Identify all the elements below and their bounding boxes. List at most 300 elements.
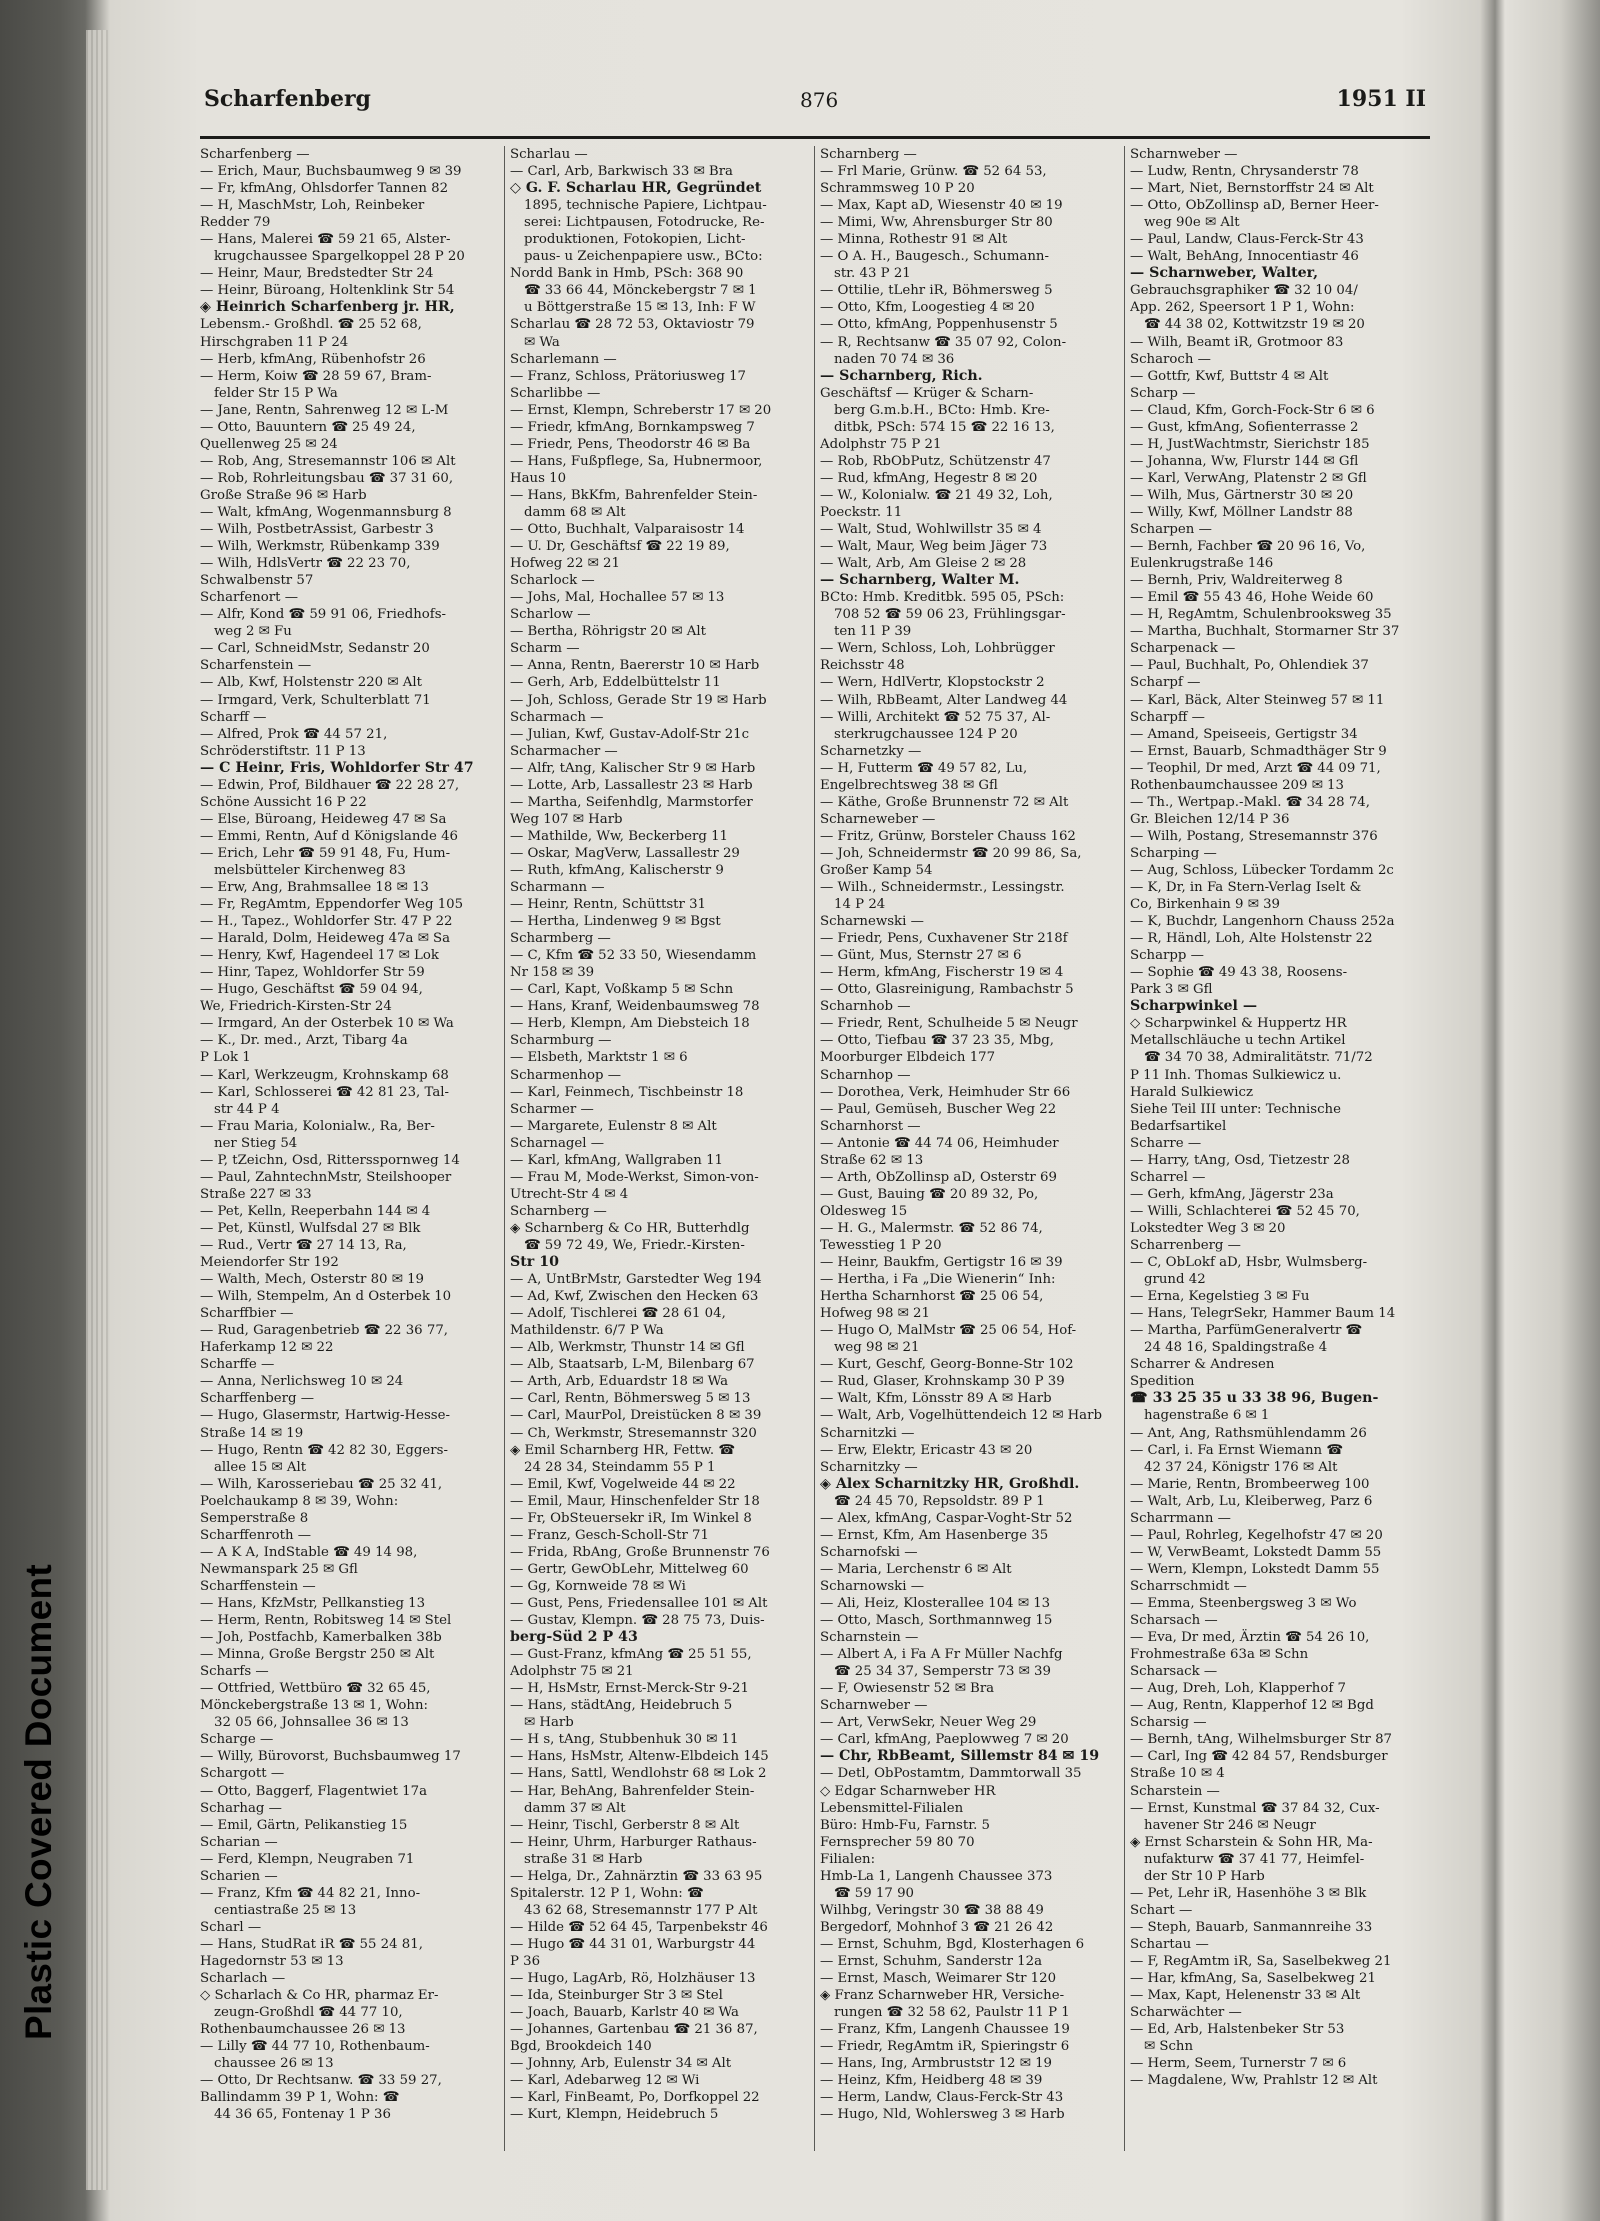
directory-entry-line: — Walt, BehAng, Innocentiastr 46	[1130, 249, 1359, 265]
directory-entry-line: Straße 14 ✉ 19	[200, 1425, 304, 1441]
directory-entry-line: — Ch, Werkmstr, Stresemannstr 320	[510, 1425, 757, 1441]
directory-entry-line: Adolphstr 75 P 21	[820, 436, 942, 452]
directory-entry-line: 1895, technische Papiere, Lichtpau-	[524, 198, 767, 214]
directory-entry-line: weg 98 ✉ 21	[834, 1340, 920, 1356]
column-divider	[504, 146, 505, 2151]
directory-entry-line: — Henry, Kwf, Hagendeel 17 ✉ Lok	[200, 948, 439, 964]
directory-entry-line: Park 3 ✉ Gfl	[1130, 982, 1213, 998]
directory-entry-line: — Friedr, Pens, Theodorstr 46 ✉ Ba	[510, 436, 751, 452]
directory-entry-line: — Max, Kapt aD, Wiesenstr 40 ✉ 19	[820, 198, 1063, 214]
directory-entry-line: — Oskar, MagVerw, Lassallestr 29	[510, 845, 740, 861]
directory-entry-line: Scharmach —	[510, 709, 604, 725]
directory-entry-line: — Antonie ☎ 44 74 06, Heimhuder	[820, 1135, 1059, 1151]
directory-entry-line: — Hinr, Tapez, Wohldorfer Str 59	[200, 965, 425, 981]
directory-entry-line: — Wilh, HdlsVertr ☎ 22 23 70,	[200, 556, 411, 572]
directory-entry-line: naden 70 74 ✉ 36	[834, 351, 955, 367]
directory-entry-line: — Carl, Kapt, Voßkamp 5 ✉ Schn	[510, 982, 734, 998]
directory-entry-line: felder Str 15 P Wa	[214, 385, 338, 401]
directory-entry-line: — Adolf, Tischlerei ☎ 28 61 04,	[510, 1306, 726, 1322]
directory-entry-line: 32 05 66, Johnsallee 36 ✉ 13	[214, 1715, 409, 1731]
directory-entry-line: Schöne Aussicht 16 P 22	[200, 794, 367, 810]
directory-entry-line: — Hans, Fußpflege, Sa, Hubnermoor,	[510, 453, 763, 469]
directory-entry-line: — Karl, Werkzeugm, Krohnskamp 68	[200, 1067, 449, 1083]
directory-entry-line: Scharnewski —	[820, 914, 924, 930]
directory-entry-line: Semperstraße 8	[200, 1510, 309, 1526]
directory-entry-line: Gebrauchsgraphiker ☎ 32 10 04/	[1130, 283, 1358, 299]
directory-entry-line: — Ottilie, tLehr iR, Böhmersweg 5	[820, 283, 1053, 299]
directory-entry-line: Str 10	[510, 1254, 559, 1271]
directory-entry-line: 43 62 68, Stresemannstr 177 P Alt	[524, 1902, 758, 1918]
directory-entry-line: ☎ 44 38 02, Kottwitzstr 19 ✉ 20	[1144, 317, 1365, 333]
directory-entry-line: Schartau —	[1130, 1936, 1209, 1952]
directory-entry-line: — Wilh, Beamt iR, Grotmoor 83	[1130, 334, 1344, 350]
directory-entry-line: — W, VerwBeamt, Lokstedt Damm 55	[1130, 1544, 1382, 1560]
directory-entry-line: — Willy, Kwf, Möllner Landstr 88	[1130, 504, 1353, 520]
directory-entry-line: — Amand, Speiseeis, Gertigstr 34	[1130, 726, 1358, 742]
directory-entry-line: — Franz, Kfm ☎ 44 82 21, Inno-	[200, 1885, 421, 1901]
directory-entry-line: — Eva, Dr med, Ärztin ☎ 54 26 10,	[1130, 1630, 1370, 1646]
directory-entry-line: — Franz, Schloss, Prätoriusweg 17	[510, 368, 747, 384]
directory-entry-line: — Bernh, tAng, Wilhelmsburger Str 87	[1130, 1732, 1392, 1748]
directory-entry-line: Großer Kamp 54	[820, 862, 933, 878]
directory-entry-line: — Otto, Baggerf, Flagentwiet 17a	[200, 1783, 428, 1799]
directory-entry-line: Nordd Bank in Hmb, PSch: 368 90	[510, 266, 744, 282]
directory-page	[200, 78, 1430, 2158]
directory-entry-line: — Emil, Kwf, Vogelweide 44 ✉ 22	[510, 1476, 736, 1492]
directory-entry-line: str. 43 P 21	[834, 266, 911, 282]
directory-entry-line: Metallschläuche u techn Artikel	[1130, 1033, 1346, 1049]
directory-entry-line: Rothenbaumchaussee 26 ✉ 13	[200, 2022, 406, 2038]
directory-entry-line: Reichsstr 48	[820, 658, 905, 674]
directory-entry-line: Spitalerstr. 12 P 1, Wohn: ☎	[510, 1885, 704, 1901]
directory-entry-line: — Carl, Ing ☎ 42 84 57, Rendsburger	[1130, 1749, 1388, 1765]
directory-entry-line: — Ernst, Kunstmal ☎ 37 84 32, Cux-	[1130, 1800, 1380, 1816]
directory-entry-line: — Ruth, kfmAng, Kalischerstr 9	[510, 862, 724, 878]
directory-entry-line: — Magdalene, Ww, Prahlstr 12 ✉ Alt	[1130, 2073, 1378, 2089]
directory-entry-line: — Hugo, LagArb, Rö, Holzhäuser 13	[510, 1971, 756, 1987]
directory-entry-line: — Karl, Bäck, Alter Steinweg 57 ✉ 11	[1130, 692, 1385, 708]
directory-entry-line: — F, Owiesenstr 52 ✉ Bra	[820, 1681, 995, 1697]
directory-entry-line: — Karl, Feinmech, Tischbeinstr 18	[510, 1084, 744, 1100]
directory-entry-line: — Hilde ☎ 52 64 45, Tarpenbekstr 46	[510, 1919, 768, 1935]
directory-entry-line: — Harry, tAng, Osd, Tietzestr 28	[1130, 1152, 1351, 1168]
directory-entry-line: ten 11 P 39	[834, 624, 912, 640]
directory-entry-line: — Aug, Schloss, Lübecker Tordamm 2c	[1130, 862, 1394, 878]
directory-entry-line: — Heinr, Tischl, Gerberstr 8 ✉ Alt	[510, 1817, 740, 1833]
directory-entry-line: Ballindamm 39 P 1, Wohn: ☎	[200, 2090, 400, 2106]
directory-entry-line: straße 31 ✉ Harb	[524, 1851, 643, 1867]
directory-entry-line: — A K A, IndStable ☎ 49 14 98,	[200, 1544, 418, 1560]
directory-entry-line: Scharnitzky —	[820, 1459, 918, 1475]
directory-entry-line: Hofweg 98 ✉ 21	[820, 1306, 930, 1322]
directory-entry-line: — Wilh., Schneidermstr., Lessingstr.	[820, 880, 1065, 896]
page-header	[200, 78, 1430, 134]
directory-entry-line: Scharpff —	[1130, 709, 1205, 725]
directory-entry-line: Scharfenort —	[200, 590, 298, 606]
directory-entry-line: ◈ Alex Scharnitzky HR, Großhdl.	[820, 1475, 1080, 1492]
directory-entry-line: Scharnetzky —	[820, 743, 922, 759]
directory-entry-line: Quellenweg 25 ✉ 24	[200, 436, 338, 452]
directory-entry-line: Engelbrechtsweg 38 ✉ Gfl	[820, 777, 998, 793]
directory-entry-line: — Margarete, Eulenstr 8 ✉ Alt	[510, 1118, 717, 1134]
directory-entry-line: — A, UntBrMstr, Garstedter Weg 194	[510, 1272, 762, 1288]
directory-entry-line: — Willy, Bürovorst, Buchsbaumweg 17	[200, 1749, 461, 1765]
directory-entry-line: grund 42	[1144, 1272, 1206, 1288]
directory-entry-line: Scharsig —	[1130, 1715, 1207, 1731]
directory-entry-line: — Wilh, Mus, Gärtnerstr 30 ✉ 20	[1130, 487, 1354, 503]
directory-entry-line: ◇ Scharlach & Co HR, pharmaz Er-	[200, 1988, 439, 2004]
directory-entry-line: Mönckebergstraße 13 ✉ 1, Wohn:	[200, 1698, 429, 1714]
directory-entry-line: ☎ 33 66 44, Mönckebergstr 7 ✉ 1	[524, 283, 757, 299]
directory-entry-line: Scharlock —	[510, 573, 595, 589]
directory-entry-line: — Emmi, Rentn, Auf d Königslande 46	[200, 828, 459, 844]
directory-entry-line: Scharneweber —	[820, 811, 936, 827]
directory-entry-line: — Bernh, Fachber ☎ 20 96 16, Vo,	[1130, 539, 1366, 555]
directory-entry-line: — Otto, kfmAng, Poppenhusenstr 5	[820, 317, 1058, 333]
directory-entry-line: Große Straße 96 ✉ Harb	[200, 487, 367, 503]
directory-entry-line: — Heinr, Uhrm, Harburger Rathaus-	[510, 1834, 757, 1850]
directory-entry-line: — Walt, Kfm, Lönsstr 89 A ✉ Harb	[820, 1391, 1052, 1407]
directory-entry-line: — Wern, HdlVertr, Klopstockstr 2	[820, 675, 1045, 691]
directory-entry-line: — H, RegAmtm, Schulenbrooksweg 35	[1130, 607, 1392, 623]
directory-entry-line: Redder 79	[200, 215, 271, 231]
directory-entry-line: — Alb, Werkmstr, Thunstr 14 ✉ Gfl	[510, 1340, 745, 1356]
directory-entry-line: Scharpp —	[1130, 948, 1204, 964]
directory-entry-line: — Rob, Ang, Stresemannstr 106 ✉ Alt	[200, 453, 456, 469]
directory-entry-line: Schröderstiftstr. 11 P 13	[200, 743, 366, 759]
directory-entry-line: — Elsbeth, Marktstr 1 ✉ 6	[510, 1050, 688, 1066]
directory-entry-line: Frohmestraße 63a ✉ Schn	[1130, 1647, 1309, 1663]
directory-entry-line: — Marie, Rentn, Brombeerweg 100	[1130, 1476, 1370, 1492]
directory-entry-line: — Scharnberg, Walter M.	[820, 572, 1020, 589]
directory-entry-line: — Herb, Klempn, Am Diebsteich 18	[510, 1016, 750, 1032]
directory-entry-line: — Gust, Bauing ☎ 20 89 32, Po,	[820, 1186, 1039, 1202]
directory-entry-line: — Johs, Mal, Hochallee 57 ✉ 13	[510, 590, 725, 606]
directory-entry-line: nufakturw ☎ 37 41 77, Heimfel-	[1144, 1851, 1365, 1867]
directory-entry-line: Scharff —	[200, 709, 267, 725]
directory-entry-line: — Hans, Ing, Armbruststr 12 ✉ 19	[820, 2056, 1053, 2072]
directory-entry-line: — Maria, Lerchenstr 6 ✉ Alt	[820, 1561, 1012, 1577]
directory-entry-line: — Wilh, Postang, Stresemannstr 376	[1130, 828, 1378, 844]
plastic-covered-label: Plastic Covered Document	[18, 1563, 59, 2040]
directory-entry-line: — Teophil, Dr med, Arzt ☎ 44 09 71,	[1130, 760, 1381, 776]
directory-entry-line: — Hans, TelegrSekr, Hammer Baum 14	[1130, 1306, 1396, 1322]
directory-entry-line: — Hans, Sattl, Wendlohstr 68 ✉ Lok 2	[510, 1766, 767, 1782]
directory-entry-line: — Hertha, i Fa „Die Wienerin“ Inh:	[820, 1272, 1056, 1288]
directory-entry-line: — Ludw, Rentn, Chrysanderstr 78	[1130, 164, 1359, 180]
directory-entry-line: — Th., Wertpap.-Makl. ☎ 34 28 74,	[1130, 794, 1370, 810]
directory-entry-line: — Otto, Bauuntern ☎ 25 49 24,	[200, 419, 416, 435]
directory-entry-line: — Hans, städtAng, Heidebruch 5	[510, 1698, 733, 1714]
directory-entry-line: — Sophie ☎ 49 43 38, Roosens-	[1130, 965, 1348, 981]
directory-entry-line: Scharpen —	[1130, 522, 1212, 538]
directory-entry-line: — Rob, Rohrleitungsbau ☎ 37 31 60,	[200, 470, 454, 486]
directory-entry-line: — Paul, Landw, Claus-Ferck-Str 43	[1130, 232, 1364, 248]
directory-entry-line: — H, MaschMstr, Loh, Reinbeker	[200, 198, 425, 214]
directory-entry-line: — H, JustWachtmstr, Sierichstr 185	[1130, 436, 1370, 452]
directory-entry-line: rungen ☎ 32 58 62, Paulstr 11 P 1	[834, 2005, 1070, 2021]
directory-entry-line: — Frau Maria, Kolonialw., Ra, Ber-	[200, 1118, 435, 1134]
directory-entry-line: Scharien —	[200, 1868, 278, 1884]
directory-entry-line: — Joh, Postfachb, Kamerbalken 38b	[200, 1630, 442, 1646]
directory-entry-line: sterkrugchaussee 124 P 20	[834, 726, 1018, 742]
directory-entry-line: ◈ Ernst Scharstein & Sohn HR, Ma-	[1130, 1834, 1373, 1850]
directory-entry-line: ☎ 34 70 38, Admiralitätstr. 71/72	[1144, 1050, 1373, 1066]
directory-entry-line: — Paul, Gemüseh, Buscher Weg 22	[820, 1101, 1057, 1117]
directory-entry-line: — Ernst, Bauarb, Schmadthäger Str 9	[1130, 743, 1387, 759]
directory-entry-line: Scharmann —	[510, 880, 605, 896]
directory-entry-line: — Wilh, Karosseriebau ☎ 25 32 41,	[200, 1476, 443, 1492]
directory-entry-line: — Alb, Kwf, Holstenstr 220 ✉ Alt	[200, 675, 422, 691]
directory-entry-line: Scharsach —	[1130, 1613, 1218, 1629]
directory-entry-line: — Aug, Rentn, Klapperhof 12 ✉ Bgd	[1130, 1698, 1374, 1714]
directory-entry-line: — Hertha, Lindenweg 9 ✉ Bgst	[510, 914, 721, 930]
directory-entry-line: — Gust-Franz, kfmAng ☎ 25 51 55,	[510, 1647, 752, 1663]
directory-entry-line: Scharstein —	[1130, 1783, 1220, 1799]
edition-label: 1951 II	[1336, 86, 1426, 112]
directory-entry-line: Hofweg 22 ✉ 21	[510, 556, 620, 572]
directory-entry-line: — Otto, ObZollinsp aD, Berner Heer-	[1130, 198, 1379, 214]
directory-entry-line: — Walt, Arb, Vogelhüttendeich 12 ✉ Harb	[820, 1408, 1102, 1424]
directory-entry-line: Gr. Bleichen 12/14 P 36	[1130, 811, 1290, 827]
directory-entry-line: — Walt, Arb, Am Gleise 2 ✉ 28	[820, 556, 1027, 572]
directory-entry-line: — Chr, RbBeamt, Sillemstr 84 ✉ 19	[820, 1748, 1100, 1765]
directory-entry-line: — Steph, Bauarb, Sanmannreihe 33	[1130, 1919, 1373, 1935]
directory-entry-line: Scharmacher —	[510, 743, 618, 759]
directory-entry-line: — Ernst, Klempn, Schreberstr 17 ✉ 20	[510, 402, 772, 418]
directory-entry-line: — Gottfr, Kwf, Buttstr 4 ✉ Alt	[1130, 368, 1329, 384]
directory-entry-line: — Alfr, tAng, Kalischer Str 9 ✉ Harb	[510, 760, 756, 776]
directory-entry-line: Scharnofski —	[820, 1544, 918, 1560]
directory-entry-line: — Johannes, Gartenbau ☎ 21 36 87,	[510, 2022, 758, 2038]
directory-entry-line: — Pet, Künstl, Wulfsdal 27 ✉ Blk	[200, 1220, 421, 1236]
directory-entry-line: — Kurt, Klempn, Heidebruch 5	[510, 2107, 719, 2123]
directory-entry-line: — Aug, Dreh, Loh, Klapperhof 7	[1130, 1681, 1346, 1697]
directory-entry-line: ◈ Heinrich Scharfenberg jr. HR,	[200, 299, 455, 316]
directory-entry-line: hagenstraße 6 ✉ 1	[1144, 1408, 1270, 1424]
directory-entry-line: 24 28 34, Steindamm 55 P 1	[524, 1459, 716, 1475]
directory-entry-line: Utrecht-Str 4 ✉ 4	[510, 1186, 629, 1202]
directory-entry-line: ◈ Scharnberg & Co HR, Butterhdlg	[510, 1220, 750, 1236]
directory-entry-line: Scharoch —	[1130, 351, 1211, 367]
directory-entry-line: — Walt, Arb, Lu, Kleiberweg, Parz 6	[1130, 1493, 1373, 1509]
directory-entry-line: — Mimi, Ww, Ahrensburger Str 80	[820, 215, 1053, 231]
directory-entry-line: 44 36 65, Fontenay 1 P 36	[214, 2107, 391, 2123]
directory-entry-line: Scharffbier —	[200, 1306, 294, 1322]
directory-entry-line: — Wern, Klempn, Lokstedt Damm 55	[1130, 1561, 1380, 1577]
directory-entry-line: Schwalbenstr 57	[200, 573, 314, 589]
directory-entry-line: — Gustav, Klempn. ☎ 28 75 73, Duis-	[510, 1613, 765, 1629]
directory-entry-line: — Karl, kfmAng, Wallgraben 11	[510, 1152, 723, 1168]
directory-entry-line: ☎ 25 34 37, Semperstr 73 ✉ 39	[834, 1664, 1051, 1680]
directory-entry-line: ner Stieg 54	[214, 1135, 298, 1151]
directory-entry-line: — Hans, Malerei ☎ 59 21 65, Alster-	[200, 232, 451, 248]
directory-entry-line: Scharre —	[1130, 1135, 1202, 1151]
directory-entry-line: — Arth, ObZollinsp aD, Osterstr 69	[820, 1169, 1057, 1185]
directory-entry-line: — Herm, Rentn, Robitsweg 14 ✉ Stel	[200, 1613, 452, 1629]
directory-entry-line: — Erw, Elektr, Ericastr 43 ✉ 20	[820, 1442, 1033, 1458]
directory-entry-line: — Carl, SchneidMstr, Sedanstr 20	[200, 641, 430, 657]
directory-entry-line: — Max, Kapt, Helenenstr 33 ✉ Alt	[1130, 1988, 1361, 2004]
directory-entry-line: — Anna, Rentn, Baererstr 10 ✉ Harb	[510, 658, 760, 674]
directory-entry-line: — Emil, Gärtn, Pelikanstieg 15	[200, 1817, 408, 1833]
directory-entry-line: — Bertha, Röhrigstr 20 ✉ Alt	[510, 624, 706, 640]
directory-entry-line: Scharlow —	[510, 607, 591, 623]
directory-entry-line: BCto: Hmb. Kreditbk. 595 05, PSch:	[820, 590, 1065, 606]
directory-entry-line: ◇ Edgar Scharnweber HR	[820, 1783, 996, 1799]
directory-entry-line: — Paul, ZahntechnMstr, Steilshooper	[200, 1169, 452, 1185]
directory-entry-line: — Herm, Seem, Turnerstr 7 ✉ 6	[1130, 2056, 1347, 2072]
directory-entry-line: — Rud., Vertr ☎ 27 14 13, Ra,	[200, 1238, 407, 1253]
directory-entry-line: — Lotte, Arb, Lassallestr 23 ✉ Harb	[510, 777, 753, 793]
directory-entry-line: — Edwin, Prof, Bildhauer ☎ 22 28 27,	[200, 777, 460, 793]
directory-entry-line: — Fritz, Grünw, Borsteler Chauss 162	[820, 828, 1076, 844]
directory-entry-line: Scharlau ☎ 28 72 53, Oktaviostr 79	[510, 317, 755, 333]
directory-entry-line: — Carl, kfmAng, Paeplowweg 7 ✉ 20	[820, 1732, 1069, 1748]
directory-entry-line: — Frau M, Mode-Werkst, Simon-von-	[510, 1169, 759, 1185]
directory-entry-line: Hirschgraben 11 P 24	[200, 334, 349, 350]
directory-entry-line: P Lok 1	[200, 1050, 251, 1066]
directory-entry-line: 42 37 24, Königstr 176 ✉ Alt	[1144, 1459, 1338, 1475]
directory-entry-line: 708 52 ☎ 59 06 23, Frühlingsgar-	[834, 607, 1066, 623]
directory-entry-line: krugchaussee Spargelkoppel 28 P 20	[214, 249, 465, 265]
directory-entry-line: — Walth, Mech, Osterstr 80 ✉ 19	[200, 1272, 425, 1288]
directory-entry-line: Lebensm.- Großhdl. ☎ 25 52 68,	[200, 317, 422, 333]
directory-entry-line: — Dorothea, Verk, Heimhuder Str 66	[820, 1084, 1071, 1100]
directory-entry-line: — Karl, FinBeamt, Po, Dorfkoppel 22	[510, 2090, 760, 2106]
directory-entry-line: — Ed, Arb, Halstenbeker Str 53	[1130, 2022, 1345, 2038]
directory-entry-line: — Wilh, Stempelm, An d Osterbek 10	[200, 1289, 452, 1305]
directory-entry-line: Wilhbg, Veringstr 30 ☎ 38 88 49	[820, 1902, 1044, 1918]
directory-entry-line: Scharping —	[1130, 845, 1217, 861]
directory-entry-line: Scharlemann —	[510, 351, 617, 367]
directory-entry-line: — Heinr, Baukfm, Gertigstr 16 ✉ 39	[820, 1255, 1063, 1271]
directory-entry-line: damm 68 ✉ Alt	[524, 504, 626, 520]
directory-entry-line: — Frl Marie, Grünw. ☎ 52 64 53,	[820, 164, 1047, 180]
directory-entry-line: — Hugo, Geschäftst ☎ 59 04 94,	[200, 982, 423, 998]
directory-entry-line: — Emil, Maur, Hinschenfelder Str 18	[510, 1493, 760, 1509]
directory-entry-line: Scharmer —	[510, 1101, 594, 1117]
directory-entry-line: — Hans, KfzMstr, Pellkanstieg 13	[200, 1595, 426, 1611]
directory-entry-line: Tewesstieg 1 P 20	[820, 1238, 942, 1253]
directory-entry-line: ◇ G. F. Scharlau HR, Gegründet	[510, 180, 762, 197]
directory-entry-line: — K., Dr. med., Arzt, Tibarg 4a	[200, 1033, 408, 1049]
directory-entry-line: — Ernst, Masch, Weimarer Str 120	[820, 1971, 1057, 1987]
column-divider	[1124, 146, 1125, 2151]
directory-entry-line: — Ernst, Schuhm, Sanderstr 12a	[820, 1953, 1043, 1969]
directory-entry-line: — Harald, Dolm, Heideweg 47a ✉ Sa	[200, 931, 451, 947]
directory-entry-line: — Emil ☎ 55 43 46, Hohe Weide 60	[1130, 590, 1374, 606]
directory-entry-line: ✉ Harb	[524, 1715, 574, 1731]
directory-entry-line: Scharnberg —	[820, 147, 917, 162]
directory-entry-line: weg 90e ✉ Alt	[1144, 215, 1240, 231]
directory-entry-line: — Hans, BkKfm, Bahrenfelder Stein-	[510, 487, 758, 503]
directory-entry-line: Haferkamp 12 ✉ 22	[200, 1340, 334, 1356]
directory-entry-line: — Fr, kfmAng, Ohlsdorfer Tannen 82	[200, 181, 449, 197]
directory-entry-line: Mathildenstr. 6/7 P Wa	[510, 1323, 664, 1339]
directory-entry-line: — Fr, RegAmtm, Eppendorfer Weg 105	[200, 897, 464, 913]
directory-entry-line: Scharhag —	[200, 1800, 282, 1816]
directory-entry-line: — H, HsMstr, Ernst-Merck-Str 9-21	[510, 1681, 749, 1697]
directory-entry-line: Scharlibbe —	[510, 385, 601, 401]
directory-entry-line: — Gerh, kfmAng, Jägerstr 23a	[1130, 1186, 1334, 1202]
directory-entry-line: produktionen, Fotokopien, Licht-	[524, 232, 746, 248]
directory-entry-line: — Mart, Niet, Bernstorffstr 24 ✉ Alt	[1130, 181, 1374, 197]
directory-entry-line: Scharnagel —	[510, 1135, 605, 1151]
directory-entry-line: Büro: Hmb-Fu, Farnstr. 5	[820, 1817, 991, 1833]
directory-entry-line: — Rud, Garagenbetrieb ☎ 22 36 77,	[200, 1323, 449, 1339]
directory-entry-line: — Lilly ☎ 44 77 10, Rothenbaum-	[200, 2039, 430, 2055]
directory-entry-line: — Otto, Dr Rechtsanw. ☎ 33 59 27,	[200, 2073, 442, 2089]
directory-entry-line: — Käthe, Große Brunnenstr 72 ✉ Alt	[820, 794, 1069, 810]
directory-entry-line: — Ernst, Schuhm, Bgd, Klosterhagen 6	[820, 1936, 1085, 1952]
directory-entry-line: — H, Futterm ☎ 49 57 82, Lu,	[820, 760, 1028, 776]
directory-entry-line: Scharl —	[200, 1919, 262, 1935]
directory-entry-line: — Gerh, Arb, Eddelbüttelstr 11	[510, 675, 721, 691]
directory-entry-line: — Walt, Stud, Wohlwillstr 35 ✉ 4	[820, 522, 1042, 538]
directory-entry-line: — Rob, RbObPutz, Schützenstr 47	[820, 453, 1051, 469]
directory-entry-line: Poeckstr. 11	[820, 504, 903, 520]
directory-entry-line: Fernsprecher 59 80 70	[820, 1834, 975, 1850]
directory-entry-line: Scharrel —	[1130, 1169, 1206, 1185]
directory-entry-line: — Hugo, Nld, Wohlersweg 3 ✉ Harb	[820, 2107, 1065, 2123]
directory-entry-line: damm 37 ✉ Alt	[524, 1800, 626, 1816]
running-head-name: Scharfenberg	[204, 86, 371, 112]
directory-entry-line: — Wern, Schloss, Loh, Lohbrügger	[820, 641, 1055, 657]
directory-entry-line: — Ali, Heiz, Klosterallee 104 ✉ 13	[820, 1595, 1051, 1611]
directory-entry-line: — Heinr, Maur, Bredstedter Str 24	[200, 266, 434, 282]
directory-entry-line: — Otto, Glasreinigung, Rambachstr 5	[820, 982, 1074, 998]
directory-entry-line: — Friedr, RegAmtm iR, Spieringstr 6	[820, 2039, 1070, 2055]
directory-entry-line: — Kurt, Geschf, Georg-Bonne-Str 102	[820, 1357, 1074, 1373]
directory-entry-line: Scharrschmidt —	[1130, 1578, 1247, 1594]
directory-entry-line: Scharfenberg —	[200, 147, 310, 162]
directory-entry-line: — Wilh, Werkmstr, Rübenkamp 339	[200, 539, 440, 555]
directory-entry-line: Oldesweg 15	[820, 1203, 908, 1219]
page-binding-edge	[86, 30, 108, 2190]
directory-entry-line: — Erw, Ang, Brahmsallee 18 ✉ 13	[200, 880, 429, 896]
directory-entry-line: — Jane, Rentn, Sahrenweg 12 ✉ L-M	[200, 402, 449, 418]
directory-entry-line: Harald Sulkiewicz	[1130, 1084, 1253, 1100]
directory-entry-line: Newmanspark 25 ✉ Gfl	[200, 1561, 358, 1577]
directory-entry-line: — Joh, Schloss, Gerade Str 19 ✉ Harb	[510, 692, 767, 708]
directory-column-1	[200, 146, 498, 2151]
directory-entry-line: — Alex, kfmAng, Caspar-Voght-Str 52	[820, 1510, 1073, 1526]
directory-entry-line: — Willi, Architekt ☎ 52 75 37, Al-	[820, 709, 1051, 725]
directory-entry-line: ☎ 24 45 70, Repsoldstr. 89 P 1	[834, 1493, 1045, 1509]
directory-entry-line: — Frida, RbAng, Große Brunnenstr 76	[510, 1544, 770, 1560]
directory-entry-line: Straße 62 ✉ 13	[820, 1152, 924, 1168]
directory-entry-line: str 44 P 4	[214, 1101, 280, 1117]
directory-entry-line: Straße 10 ✉ 4	[1130, 1766, 1225, 1782]
directory-entry-line: — Joh, Schneidermstr ☎ 20 99 86, Sa,	[820, 845, 1082, 861]
directory-entry-line: Scharmburg —	[510, 1033, 612, 1049]
directory-entry-line: — F, RegAmtm iR, Sa, Saselbekweg 21	[1130, 1953, 1392, 1969]
directory-entry-line: Scharwächter —	[1130, 2005, 1242, 2021]
directory-entry-line: Nr 158 ✉ 39	[510, 965, 595, 981]
directory-entry-line: — Fr, ObSteuersekr iR, Im Winkel 8	[510, 1510, 752, 1526]
directory-entry-line: — Alfr, Kond ☎ 59 91 06, Friedhofs-	[200, 607, 447, 623]
directory-entry-line: — H. G., Malermstr. ☎ 52 86 74,	[820, 1220, 1043, 1236]
directory-entry-line: Hertha Scharnhorst ☎ 25 06 54,	[820, 1289, 1044, 1305]
directory-entry-line: — Gg, Kornweide 78 ✉ Wi	[510, 1578, 686, 1594]
directory-entry-line: Straße 227 ✉ 33	[200, 1186, 312, 1202]
directory-entry-line: Scharnstein —	[820, 1630, 919, 1646]
directory-entry-line: ✉ Wa	[524, 334, 560, 350]
directory-entry-line: — Erna, Kegelstieg 3 ✉ Fu	[1130, 1289, 1310, 1305]
directory-entry-line: Scharian —	[200, 1834, 278, 1850]
directory-entry-line: — Martha, ParfümGeneralvertr ☎	[1130, 1323, 1363, 1339]
